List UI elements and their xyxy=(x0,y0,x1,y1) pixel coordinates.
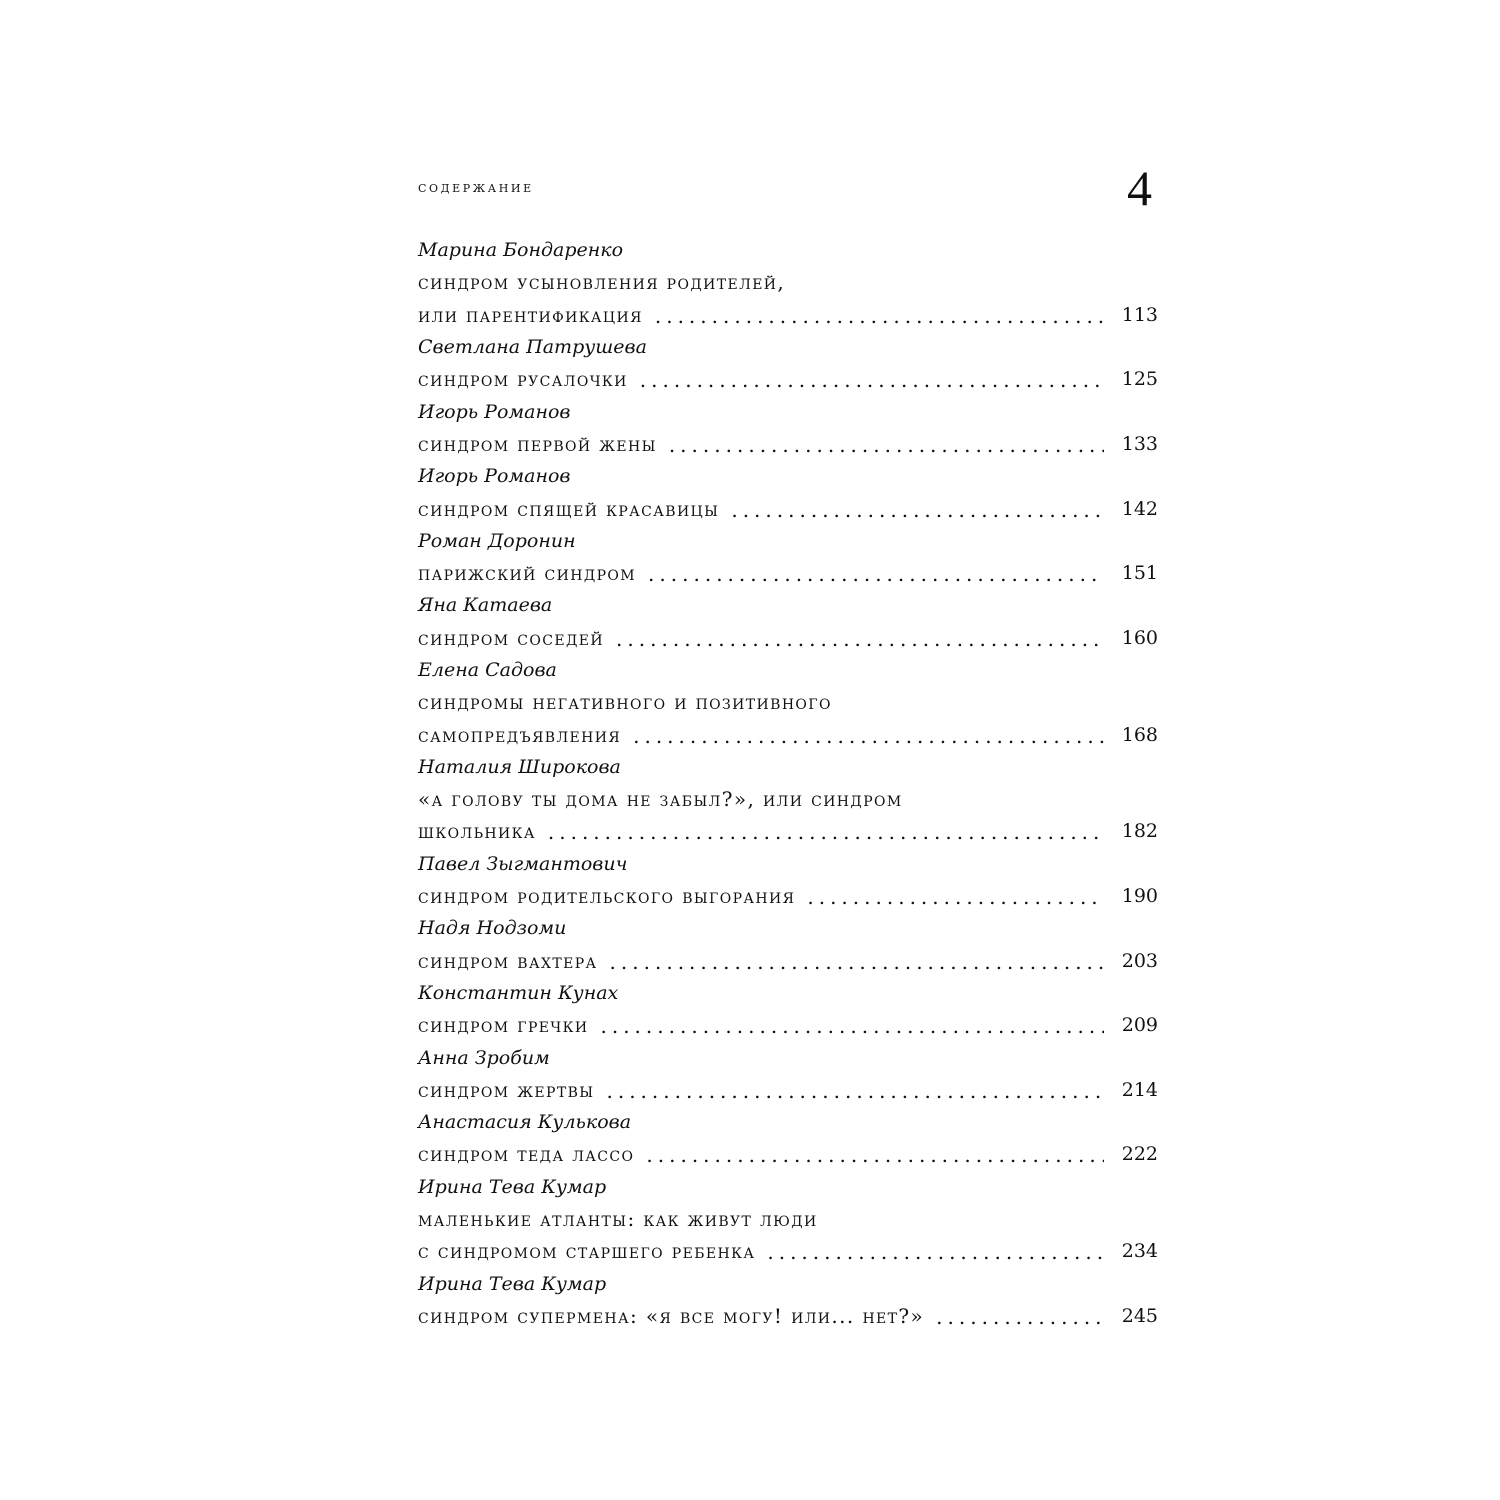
toc-page-number: 160 xyxy=(1121,626,1158,649)
dot-leader xyxy=(669,433,1104,457)
toc-title-line[interactable] xyxy=(418,686,1158,718)
toc-author: Ирина Тева Кумар xyxy=(418,1272,607,1295)
toc-title-text: или парентификация xyxy=(418,302,643,327)
toc-title-line[interactable] xyxy=(418,299,1158,331)
toc-page-number: 222 xyxy=(1121,1143,1158,1166)
toc-title-text: синдром русалочки xyxy=(418,367,628,392)
toc-title-line[interactable] xyxy=(418,1009,1158,1041)
toc-title-text: с синдромом старшего ребенка xyxy=(418,1239,756,1264)
dot-leader xyxy=(610,950,1104,974)
toc-page-number: 168 xyxy=(1121,723,1158,746)
toc-title-text: маленькие атланты: как живут люди xyxy=(418,1207,818,1232)
toc-page-number: 190 xyxy=(1121,885,1158,908)
toc-title-text: синдром спящей красавицы xyxy=(418,496,720,521)
toc-page-number: 182 xyxy=(1121,820,1158,843)
toc-title-text: синдром вахтера xyxy=(418,948,598,973)
toc-title-line[interactable] xyxy=(418,363,1158,395)
toc-page-number: 234 xyxy=(1121,1240,1158,1263)
toc-title-text: школьника xyxy=(418,819,536,844)
toc-author: Ирина Тева Кумар xyxy=(418,1175,607,1198)
dot-leader xyxy=(646,1143,1104,1167)
table-of-contents xyxy=(418,234,1158,1332)
toc-title-line[interactable] xyxy=(418,428,1158,460)
toc-title-text: синдром гречки xyxy=(418,1013,589,1038)
toc-title-line[interactable] xyxy=(418,492,1158,524)
toc-author: Елена Садова xyxy=(418,659,557,681)
toc-title-line[interactable] xyxy=(418,783,1158,815)
toc-author: Игорь Романов xyxy=(418,465,571,488)
toc-title-text: синдром усыновления родителей, xyxy=(418,270,786,295)
toc-author: Надя Нодзоми xyxy=(418,917,567,940)
toc-title-text: синдром теда лассо xyxy=(418,1142,635,1167)
toc-page-number: 214 xyxy=(1121,1078,1158,1101)
dot-leader xyxy=(731,498,1104,522)
toc-title-line[interactable] xyxy=(418,1074,1158,1106)
toc-author: Анастасия Кулькова xyxy=(418,1111,632,1134)
dot-leader xyxy=(548,820,1104,844)
toc-title-line[interactable] xyxy=(418,1300,1158,1332)
toc-page-number: 245 xyxy=(1121,1304,1158,1327)
page-header xyxy=(418,160,1158,220)
running-head: содержание xyxy=(418,178,534,196)
toc-author: Павел Зыгмантович xyxy=(418,852,628,875)
toc-author: Игорь Романов xyxy=(418,400,571,423)
toc-author: Наталия Широкова xyxy=(418,755,621,778)
toc-title-text: «а голову ты дома не забыл?», или синдром xyxy=(418,787,903,812)
toc-title-line[interactable] xyxy=(418,718,1158,750)
toc-title-text: парижский синдром xyxy=(418,561,637,586)
toc-author: Роман Доронин xyxy=(418,529,576,552)
dot-leader xyxy=(655,304,1104,328)
toc-title-line[interactable] xyxy=(418,815,1158,847)
dot-leader xyxy=(606,1079,1104,1103)
toc-title-text: синдром соседей xyxy=(418,625,605,650)
toc-page-number: 113 xyxy=(1121,303,1158,326)
toc-title-text: синдром первой жены xyxy=(418,431,657,456)
dot-leader xyxy=(767,1240,1104,1264)
dot-leader xyxy=(616,627,1104,651)
toc-author: Светлана Патрушева xyxy=(418,336,647,359)
toc-author: Константин Кунах xyxy=(418,981,619,1004)
toc-title-line[interactable] xyxy=(418,1235,1158,1267)
toc-title-line[interactable] xyxy=(418,1138,1158,1170)
toc-title-line[interactable] xyxy=(418,557,1158,589)
toc-page-number: 133 xyxy=(1121,432,1158,455)
toc-title-line[interactable] xyxy=(418,945,1158,977)
toc-author: Яна Катаева xyxy=(418,594,553,617)
toc-page-number: 151 xyxy=(1121,562,1158,585)
toc-author: Анна Зробим xyxy=(418,1046,550,1069)
dot-leader xyxy=(807,885,1104,909)
toc-title-line[interactable] xyxy=(418,622,1158,654)
toc-title-line[interactable] xyxy=(418,1203,1158,1235)
toc-title-text: синдром супермена: «я все могу! или... нет?» xyxy=(418,1303,925,1328)
toc-title-text: синдром родительского выгорания xyxy=(418,884,796,909)
toc-page-number: 125 xyxy=(1121,368,1158,391)
toc-title-text: самопредъявления xyxy=(418,722,622,747)
toc-author: Марина Бондаренко xyxy=(418,239,624,262)
dot-leader xyxy=(648,562,1104,586)
toc-title-line[interactable] xyxy=(418,266,1158,298)
dot-leader xyxy=(633,724,1104,748)
page-number: 4 xyxy=(1127,160,1152,216)
toc-page-number: 142 xyxy=(1121,497,1158,520)
toc-page-number: 203 xyxy=(1121,949,1158,972)
dot-leader xyxy=(936,1305,1104,1329)
book-page xyxy=(418,0,1158,1500)
toc-title-text: синдромы негативного и позитивного xyxy=(418,690,832,715)
toc-title-line[interactable] xyxy=(418,880,1158,912)
toc-title-text: синдром жертвы xyxy=(418,1077,595,1102)
toc-page-number: 209 xyxy=(1121,1014,1158,1037)
dot-leader xyxy=(600,1014,1104,1038)
dot-leader xyxy=(640,368,1104,392)
